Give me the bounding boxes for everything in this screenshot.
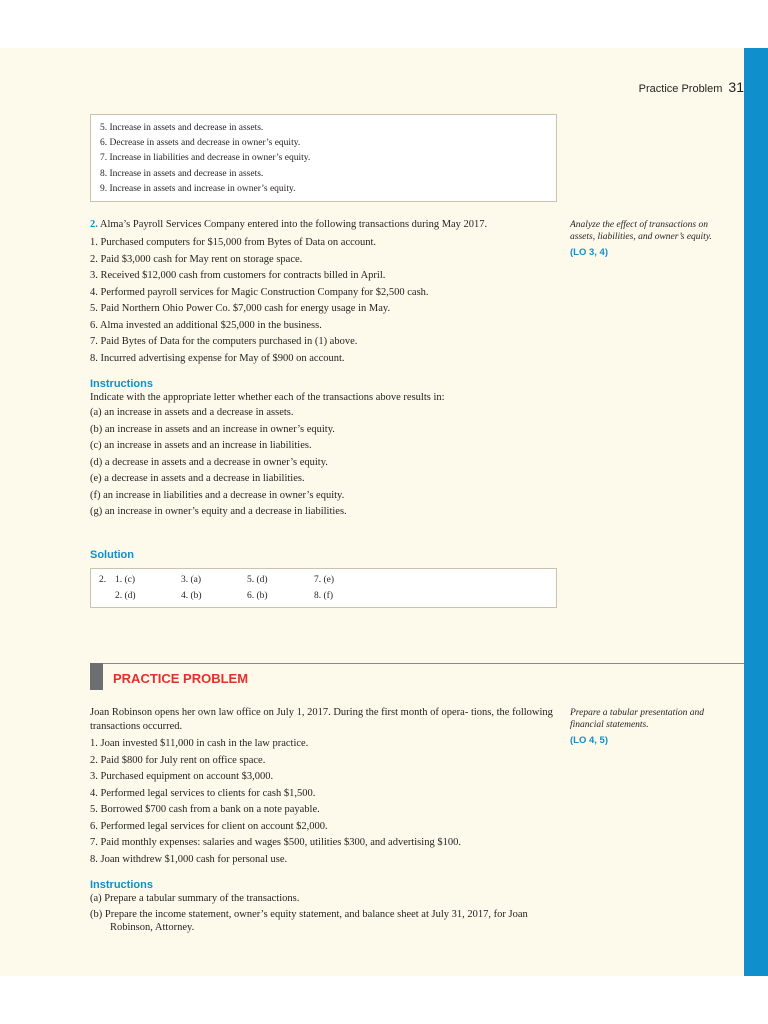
list-item: 8. Increase in assets and decrease in assets. xyxy=(100,168,264,179)
practice-instruction-a: (a) Prepare a tabular summary of the transactions. xyxy=(90,893,300,904)
answers-box xyxy=(90,114,557,202)
practice-intro: Joan Robinson opens her own law office on July 1, 2017. During the first month of opera- tions, the following transactions occurred. xyxy=(90,707,553,732)
solution-col-4 xyxy=(314,572,334,604)
list-item: 5. Increase in assets and decrease in assets. xyxy=(100,123,264,133)
list-item: 2. Paid $3,000 cash for May rent on storage space. xyxy=(90,253,303,265)
solution-item: 6. (b) xyxy=(247,591,268,601)
list-item: (e) a decrease in assets and a decrease in liabilities. xyxy=(90,473,305,484)
list-item: (g) an increase in owner’s equity and a decrease in liabilities. xyxy=(90,506,347,517)
practice-instructions-heading: Instructions xyxy=(90,879,153,891)
list-item: 3. Purchased equipment on account $3,000. xyxy=(90,771,274,782)
solution-item: 7. (e) xyxy=(314,575,335,585)
practice-instruction-b: (b) Prepare the income statement, owner’s equity statement, and balance sheet at July 31, 2017, for Joan Robinson, Attorney. xyxy=(90,909,528,933)
list-item: 7. Increase in liabilities and decrease in owner’s equity. xyxy=(100,153,311,164)
list-item: (c) an increase in assets and an increase in liabilities. xyxy=(90,440,312,451)
problem-2 xyxy=(90,218,558,521)
problem-intro-text: Alma’s Payroll Services Company entered into the following transactions during May 2017. xyxy=(99,219,488,230)
list-item: 6. Alma invested an additional $25,000 in the business. xyxy=(90,319,322,331)
solution-item: 8. (f) xyxy=(314,591,333,601)
list-item: 2. Paid $800 for July rent on office space. xyxy=(90,754,266,766)
list-item: 5. Borrowed $700 cash from a bank on a note payable. xyxy=(90,804,320,815)
solution-box xyxy=(90,568,557,608)
section-title: PRACTICE PROBLEM xyxy=(113,671,249,686)
list-item: 1. Joan invested $11,000 in cash in the law practice. xyxy=(90,738,309,749)
list-item: 8. Incurred advertising expense for May of $900 on account. xyxy=(90,352,345,364)
answers-list xyxy=(91,115,556,197)
side-note-problem-2 xyxy=(570,220,720,259)
instructions-intro: Indicate with the appropriate letter whether each of the transactions above results in: xyxy=(90,392,445,403)
solution-item: 3. (a) xyxy=(181,575,202,585)
section-tab-marker xyxy=(90,663,103,690)
list-item: 7. Paid monthly expenses: salaries and wages $500, utilities $300, and advertising $100. xyxy=(90,837,461,848)
page-number: 31 xyxy=(728,79,744,95)
list-item: (b) an increase in assets and an increase in owner’s equity. xyxy=(90,423,335,435)
practice-problem xyxy=(90,706,558,934)
problem-2-intro xyxy=(90,218,558,232)
side-note-text: Analyze the effect of transactions on assets, liabilities, and owner’s equity. xyxy=(570,220,712,242)
practice-transactions-list xyxy=(90,736,558,868)
list-item: 1. Purchased computers for $15,000 from Bytes of Data on account. xyxy=(90,237,377,248)
list-item: 3. Received $12,000 cash from customers for contracts billed in April. xyxy=(90,270,386,281)
list-item: 4. Performed legal services to clients for cash $1,500. xyxy=(90,787,316,799)
list-item: 9. Increase in assets and increase in owner’s equity. xyxy=(100,183,296,194)
running-header xyxy=(639,79,744,95)
side-color-bar xyxy=(744,48,768,976)
learning-objective-label: (LO 3, 4) xyxy=(570,247,609,258)
instructions-heading: Instructions xyxy=(90,378,153,390)
list-item: (a) an increase in assets and a decrease in assets. xyxy=(90,407,294,418)
list-item: 5. Paid Northern Ohio Power Co. $7,000 cash for energy usage in May. xyxy=(90,303,391,314)
side-note-practice xyxy=(570,708,720,747)
solution-prefix: 2. xyxy=(99,575,107,585)
solution-col-3 xyxy=(247,572,268,604)
list-item: 8. Joan withdrew $1,000 cash for personal use. xyxy=(90,853,288,865)
learning-objective-label: (LO 4, 5) xyxy=(570,735,609,746)
solution-col-1 xyxy=(115,572,136,604)
solution-item: 4. (b) xyxy=(181,591,202,601)
section-rule xyxy=(90,663,744,664)
problem-number: 2. xyxy=(90,219,98,230)
list-item: 7. Paid Bytes of Data for the computers purchased in (1) above. xyxy=(90,336,358,347)
transactions-list xyxy=(90,235,558,367)
list-item: 6. Performed legal services for client on account $2,000. xyxy=(90,820,328,832)
list-item: (f) an increase in liabilities and a decrease in owner’s equity. xyxy=(90,489,345,501)
solution-item: 1. (c) xyxy=(115,575,136,585)
header-title: Practice Problem xyxy=(638,83,723,95)
list-item: (d) a decrease in assets and a decrease in owner’s equity. xyxy=(90,456,328,468)
list-item: 6. Decrease in assets and decrease in owner’s equity. xyxy=(100,138,301,149)
solution-col-2 xyxy=(181,572,202,604)
solution-item: 2. (d) xyxy=(115,591,136,601)
list-item: 4. Performed payroll services for Magic Construction Company for $2,500 cash. xyxy=(90,286,429,298)
side-note-text: Prepare a tabular presentation and financial statements. xyxy=(570,708,705,730)
options-list xyxy=(90,405,558,521)
solution-item: 5. (d) xyxy=(247,575,268,585)
solution-heading: Solution xyxy=(90,549,134,561)
